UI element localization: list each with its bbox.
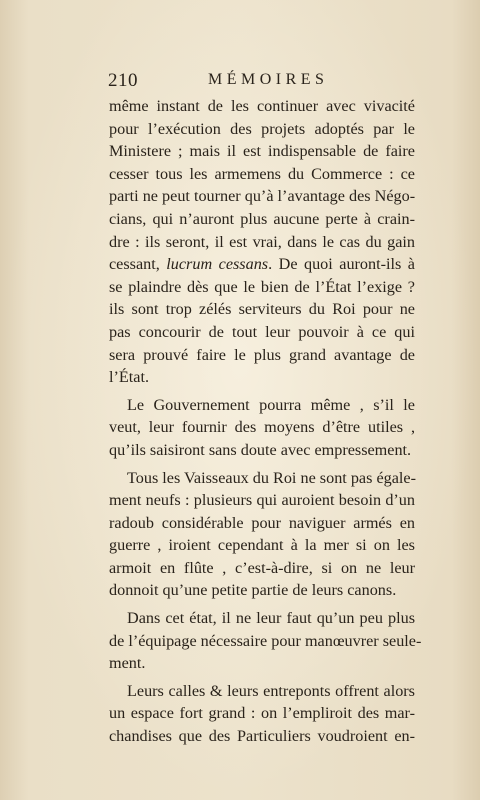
text-line: l’État.: [109, 368, 150, 387]
paragraph: [109, 607, 422, 675]
text-line: pas concourir de tout leur pouvoir à ce qui: [109, 322, 415, 341]
paragraph: [109, 95, 415, 389]
paragraph: [109, 394, 415, 462]
text-line: même instant de les continuer avec vivacité: [109, 97, 415, 115]
text-line: Le Gouvernement pourra même , s’il le: [127, 395, 415, 414]
text-line: sera prouvé faire le plus grand avantage de: [109, 345, 415, 364]
text-fragment: cessant,: [109, 255, 167, 274]
text-line: ment neufs : plusieurs qui auroient besoin d’un: [109, 491, 415, 510]
text-line: armoit en flûte , c’est-à-dire, si on ne leur: [109, 558, 415, 577]
page-header: [108, 70, 408, 94]
text-line: [109, 253, 415, 276]
page-number: 210: [108, 70, 138, 91]
text-line: ils sont trop zélés serviteurs du Roi pour ne: [109, 300, 415, 319]
paragraph: [109, 467, 415, 603]
text-line: guerre , iroient cependant à la mer si on les: [109, 536, 415, 555]
text-line: se plaindre dès que le bien de l’État l’exige ?: [109, 277, 415, 296]
text-line: Dans cet état, il ne leur faut qu’un peu plus: [127, 609, 415, 628]
text-line: donnoit qu’une petite partie de leurs canons.: [109, 581, 397, 600]
body-text: [109, 95, 422, 748]
running-title: MÉMOIRES: [208, 71, 329, 88]
text-line: ment.: [109, 654, 146, 673]
text-line: dre : ils seront, il est vrai, dans le cas du gain: [109, 232, 415, 251]
text-line: cesser tous les armemens du Commerce : ce: [109, 164, 415, 183]
text-line: veut, leur fournir des moyens d’être utiles ,: [109, 418, 415, 437]
text-line: Leurs calles & leurs entreponts offrent alors: [127, 681, 415, 700]
text-line: pour l’exécution des projets adoptés par le: [109, 119, 415, 138]
text-line: cians, qui n’auront plus aucune perte à crain-: [109, 209, 415, 228]
text-line: parti ne peut tourner qu’à l’avantage des Négo-: [109, 187, 416, 206]
text-line: Ministere ; mais il est indispensable de faire: [109, 142, 415, 161]
text-line: de l’équipage nécessaire pour manœuvrer seule-: [109, 631, 422, 650]
paragraph: [109, 680, 415, 748]
text-line: chandises que des Particuliers voudroient en-: [109, 727, 415, 746]
text-line: radoub considérable pour naviguer armés en: [109, 513, 415, 532]
text-line: qu’ils saisiront sans doute avec empressement.: [109, 440, 412, 459]
latin-phrase: lucrum cessans: [166, 255, 269, 274]
text-fragment: . De quoi auront-ils à: [268, 255, 415, 274]
text-line: Tous les Vaisseaux du Roi ne sont pas égale-: [127, 468, 416, 487]
text-line: un espace fort grand : on l’empliroit des mar-: [109, 704, 415, 723]
